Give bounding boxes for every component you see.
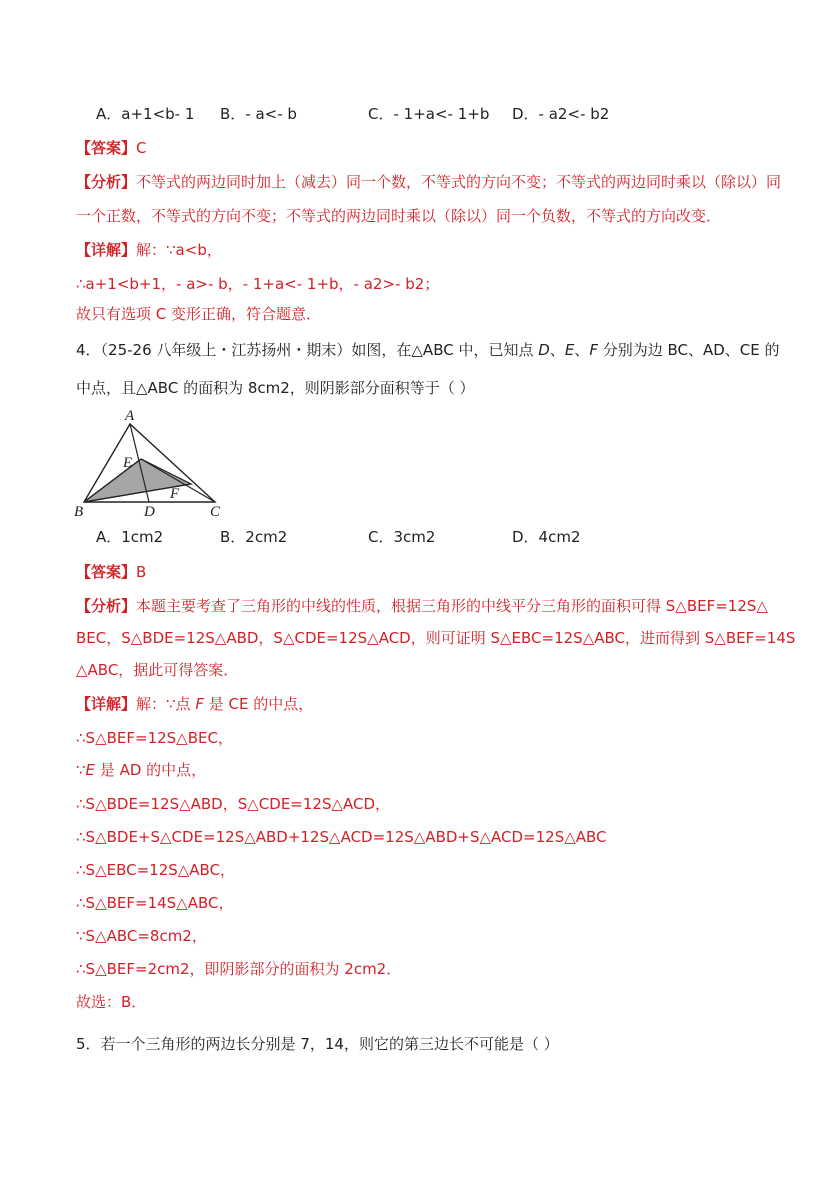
q4-analysis-line-3: △ABC，据此可得答案． — [76, 661, 239, 679]
q3-option-d: D．- a2<- b2 — [512, 105, 610, 123]
separator: 、 — [549, 341, 565, 359]
q4-stem-post: 分别为边 BC、AD、CE 的 — [597, 341, 780, 359]
answer-tag: 【答案】 — [76, 563, 137, 581]
answer-value: B — [136, 563, 147, 581]
q4-stem-pre: 4．（25-26 八年级上・江苏扬州・期末）如图，在△ABC 中，已知点 — [76, 341, 539, 359]
q4-stem-line-2: 中点，且△ABC 的面积为 8cm2，则阴影部分面积等于（ ） — [76, 379, 475, 397]
detail-text: 解：∵点 — [136, 695, 196, 713]
q4-detail-line-7: ∴S△BEF=14S△ABC， — [76, 894, 234, 912]
q3-detail-line-3: 故只有选项 C 变形正确，符合题意． — [76, 305, 322, 323]
point-f-ref: F — [195, 695, 204, 713]
q4-stem-line-1 — [76, 340, 780, 360]
detail-text: ∵ — [76, 761, 86, 779]
q3-analysis-line-2: 一个正数，不等式的方向不变；不等式的两边同时乘以（除以）同一个负数，不等式的方向改变． — [76, 207, 722, 225]
point-e-ref: E — [85, 761, 96, 779]
detail-text: 是 AD 的中点， — [95, 761, 207, 779]
q4-option-a: A．1cm2 — [96, 528, 164, 546]
q3-detail-line-1 — [76, 240, 222, 260]
label-e: E — [123, 455, 133, 471]
detail-tag: 【详解】 — [76, 695, 137, 713]
q4-detail-line-5: ∴S△BDE+S△CDE=12S△ABD+12S△ACD=12S△ABD+S△ACD=12S△ABC — [76, 828, 607, 846]
q4-option-c: C．3cm2 — [368, 528, 436, 546]
answer-value: C — [136, 139, 147, 157]
q4-detail-line-6: ∴S△EBC=12S△ABC， — [76, 861, 236, 879]
q5-stem: 5．若一个三角形的两边长分别是 7，14，则它的第三边长不可能是（ ） — [76, 1035, 559, 1053]
q3-option-b: B．- a<- b — [220, 105, 297, 123]
q3-detail-line-2: ∴a+1<b+1，- a>- b，- 1+a<- 1+b，- a2>- b2； — [76, 275, 440, 293]
analysis-tag: 【分析】 — [76, 173, 137, 191]
q4-analysis-line-2: BEC，S△BDE=12S△ABD，S△CDE=12S△ACD，则可证明 S△EBC=12S△ABC，进而得到 S△BEF=14S — [76, 629, 796, 647]
triangle-figure — [70, 404, 240, 522]
q4-answer — [76, 562, 146, 582]
q4-detail-line-1 — [76, 694, 313, 714]
q4-detail-line-3 — [76, 760, 206, 780]
analysis-text: 本题主要考查了三角形的中线的性质，根据三角形的中线平分三角形的面积可得 S△BEF=12S△ — [136, 597, 768, 615]
separator: 、 — [574, 341, 590, 359]
label-c: C — [210, 504, 221, 520]
point-d-label: D — [538, 341, 550, 359]
q4-detail-line-2: ∴S△BEF=12S△BEC， — [76, 729, 233, 747]
analysis-tag: 【分析】 — [76, 597, 137, 615]
q4-detail-line-9: ∴S△BEF=2cm2，即阴影部分的面积为 2cm2． — [76, 960, 402, 978]
detail-text: 是 CE 的中点， — [203, 695, 314, 713]
q4-option-b: B．2cm2 — [220, 528, 288, 546]
q3-answer — [76, 138, 147, 158]
q4-detail-line-10: 故选：B． — [76, 993, 147, 1011]
q4-analysis-line-1 — [76, 596, 768, 616]
label-b: B — [74, 504, 84, 520]
q3-option-c: C．- 1+a<- 1+b — [368, 105, 490, 123]
q4-detail-line-4: ∴S△BDE=12S△ABD，S△CDE=12S△ACD， — [76, 795, 391, 813]
point-e-label: E — [564, 341, 575, 359]
label-f: F — [170, 486, 180, 502]
label-d: D — [144, 504, 155, 520]
detail-tag: 【详解】 — [76, 241, 137, 259]
q3-option-a: A．a+1<b- 1 — [96, 105, 195, 123]
q4-option-d: D．4cm2 — [512, 528, 581, 546]
label-a: A — [125, 408, 135, 424]
analysis-text: 不等式的两边同时加上（减去）同一个数，不等式的方向不变；不等式的两边同时乘以（除以）同 — [136, 173, 782, 191]
answer-tag: 【答案】 — [76, 139, 137, 157]
q4-detail-line-8: ∵S△ABC=8cm2， — [76, 927, 207, 945]
point-f-label: F — [589, 341, 598, 359]
q3-analysis-line-1 — [76, 172, 781, 192]
detail-text: 解：∵a<b， — [136, 241, 222, 259]
